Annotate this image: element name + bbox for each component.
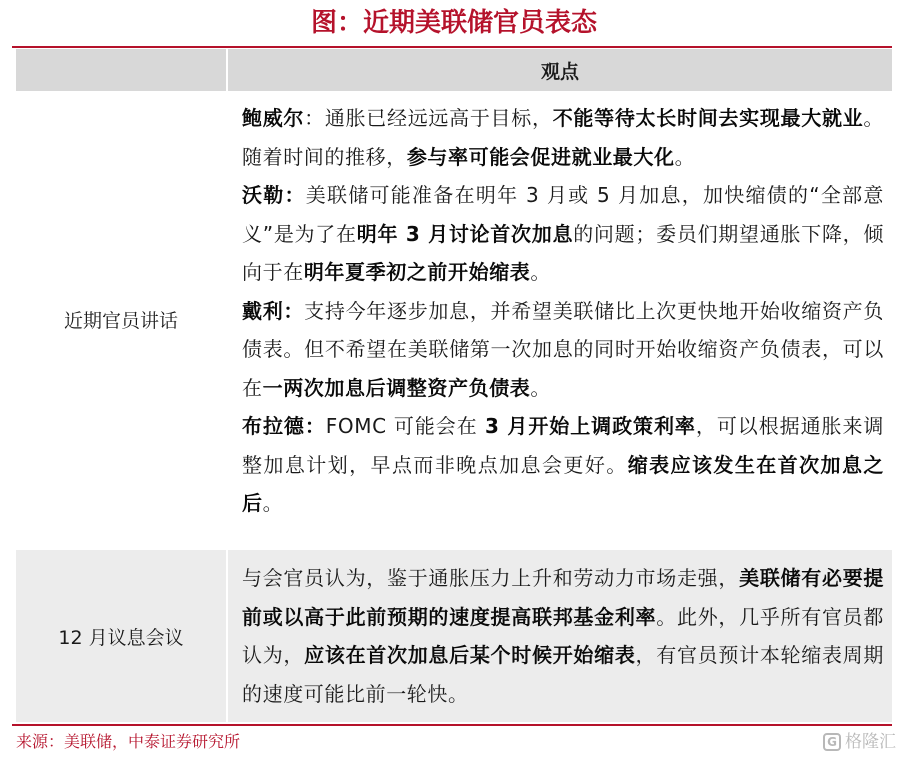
text-run: 。 (530, 260, 552, 284)
emphasis-text: 明年 3 月讨论首次加息 (356, 221, 574, 246)
emphasis-text: 一两次加息后调整资产负债表 (262, 375, 531, 400)
statements-table (16, 49, 892, 722)
paragraph-daly (242, 292, 884, 408)
text-run: ，可以根据通胀来调整加息计划，早点而非晚点加息会更好。 (242, 414, 885, 477)
header-cell-category (16, 49, 226, 91)
emphasis-text: 鲍威尔 (242, 106, 305, 130)
text-run: 。 (674, 144, 696, 169)
emphasis-text: 参与率可能会促进就业最大化 (406, 144, 675, 169)
text-run: FOMC 可能会在 (325, 414, 485, 438)
table-row (16, 550, 892, 722)
text-run: 支持今年逐步加息，并希望美联储比上次更快地开始收缩资产负债表。但不希望在美联储第一次加息的同时开始收缩资产负债表，可以在 (242, 298, 884, 400)
emphasis-text: 缩表应该发生在首次加息之后 (242, 452, 884, 515)
text-run: 的问题；委员们期望通胀下降，倾向于在 (242, 221, 885, 284)
text-run: ，有官员预计本轮缩表周期的速度可能比前一轮快。 (242, 643, 884, 706)
text-run: ：通胀已经远远高于目标， (304, 106, 553, 130)
paragraph-waller (242, 176, 884, 292)
watermark-text: 格隆汇 (845, 732, 896, 752)
watermark-logo-icon: G (823, 733, 841, 751)
watermark (823, 730, 896, 754)
text-run: 。 (530, 375, 552, 400)
emphasis-text: 布拉德： (242, 414, 326, 438)
paragraph-powell (242, 99, 884, 176)
title-divider (12, 46, 892, 48)
emphasis-text: 3 月开始上调政策利率 (485, 414, 696, 438)
source-note: 来源：美联储，中泰证券研究所 (16, 732, 241, 751)
text-run: 。随着时间的推移， (242, 106, 884, 169)
header-cell-viewpoint: 观点 (228, 49, 892, 91)
row-label: 近期官员讲话 (16, 91, 226, 548)
text-run: 美联储可能准备在明年 3 月或 5 月加息，加快缩债的“全部意义”是为了在 (242, 183, 884, 246)
paragraph-december-meeting (242, 559, 884, 713)
figure-title: 图：近期美联储官员表态 (310, 8, 597, 38)
emphasis-text: 不能等待太长时间去实现最大就业 (552, 106, 864, 130)
row-content (228, 91, 892, 548)
text-run: 与会官员认为，鉴于通胀压力上升和劳动力市场走强， (242, 566, 740, 590)
emphasis-text: 应该在首次加息后某个时候开始缩表 (304, 643, 636, 667)
table-row (16, 91, 892, 550)
text-run: 。 (262, 491, 284, 515)
table-header-row (16, 49, 892, 91)
emphasis-text: 戴利： (242, 298, 305, 323)
footer-divider (12, 724, 892, 726)
text-run: 。此外，几乎所有官员都认为， (242, 604, 884, 667)
row-content (228, 550, 892, 722)
emphasis-text: 美联储有必要提前或以高于此前预期的速度提高联邦基金利率 (242, 566, 885, 629)
emphasis-text: 沃勒： (242, 183, 306, 207)
paragraph-bullard (242, 407, 884, 523)
row-label: 12 月议息会议 (16, 550, 226, 722)
emphasis-text: 明年夏季初之前开始缩表 (303, 260, 531, 284)
